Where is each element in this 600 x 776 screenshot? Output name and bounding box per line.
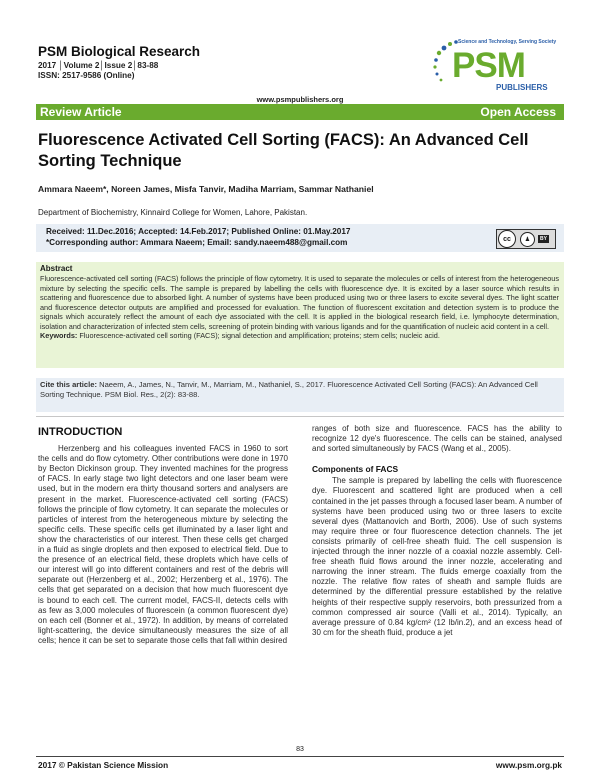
- keywords: Fluorescence-activated cell sorting (FACS); signal detection and amplification; proteins; stem cells; nucleic acid.: [77, 331, 440, 341]
- right-column: [312, 424, 562, 638]
- issn: ISSN: 2517-9586 (Online): [38, 71, 135, 80]
- cite-box: [36, 378, 564, 412]
- intro-heading: INTRODUCTION: [38, 426, 123, 438]
- abstract-box: [36, 262, 564, 368]
- website: www.psmpublishers.org: [256, 95, 344, 104]
- volume-line: 2017 │Volume 2│Issue 2│83-88: [38, 61, 159, 70]
- review-article-label: Review Article: [40, 105, 122, 119]
- dates-box: [36, 224, 564, 252]
- abstract-body: Fluorescence-activated cell sorting (FACS) follows the principle of flow cytometry. It is used to separate the molecules or cells of interest from the heterogeneous mixture by selecting the specific cells. The sample is prepared by labelling the cells with fluorescence dye. It is excited by a laser source which results in scattering and fluorescence due to absorbed light. A number of systems have been produced using two or three lasers to excite several dyes. The light scatter and fluorescence detector outputs are amplified and processed for evaluation. The function of fluorescent excitation and detection system is to produce the signals which accurately reflect the amount of each dye associated with the cell. It is applied in the biological research field, i.e. lymphocyte determination, isolation and characterization of infected stem cells, screening of protein binding with various ligands and for the quantification of nucleic acid content in a cell.: [40, 274, 559, 331]
- open-access-label: Open Access: [480, 105, 556, 119]
- by-label: BY: [540, 236, 547, 242]
- affiliation: Department of Biochemistry, Kinnaird College for Women, Lahore, Pakistan.: [38, 208, 308, 217]
- components-heading: Components of FACS: [312, 464, 399, 475]
- cc-icon: cc: [498, 230, 516, 248]
- logo-name: PSM: [452, 46, 525, 85]
- cite-body: Naeem, A., James, N., Tanvir, M., Marriam, M., Nathaniel, S., 2017. Fluorescence Activated Cell Sorting (FACS): An Advanced Cell Sorting Technique. PSM Biol. Res., 2(2): 83-88.: [40, 380, 538, 400]
- corresponding-author: *Corresponding author: Ammara Naeem; Email: sandy.naeem488@gmail.com: [46, 238, 348, 247]
- authors: Ammara Naeem*, Noreen James, Misfa Tanvir, Madiha Marriam, Sammar Nathaniel: [38, 184, 374, 194]
- abstract-heading: Abstract: [40, 264, 73, 273]
- right-top-paragraph: ranges of both size and fluorescence. FACS has the ability to recognize 12 dye's fluorescence. The cells can be stained, analysed and sorted simultaneously by FACS (Wang et al., 2005).: [312, 424, 562, 454]
- logo-sub: PUBLISHERS: [496, 83, 548, 92]
- footer-website[interactable]: www.psm.org.pk: [495, 760, 562, 770]
- divider: [36, 416, 564, 417]
- abstract-text: [40, 274, 559, 341]
- left-column: [38, 424, 288, 646]
- logo-tagline: Science and Technology, Serving Society: [458, 39, 557, 45]
- paper-title: Fluorescence Activated Cell Sorting (FACS): An Advanced Cell Sorting Technique: [38, 131, 529, 170]
- dates-line: Received: 11.Dec.2016; Accepted: 14.Feb.2017; Published Online: 01.May.2017: [46, 227, 351, 236]
- article-type-band: [36, 104, 564, 120]
- person-icon: ♟: [520, 232, 535, 247]
- psm-logo: [430, 38, 565, 100]
- page-number: 83: [296, 746, 304, 753]
- keywords-label: Keywords:: [40, 331, 78, 341]
- intro-paragraph: Herzenberg and his colleagues invented FACS in 1960 to sort the cells and do flow cytometry. Other contributions were done in 1970 by Becton Dickinson group. They invented machines for the progress of FACS. In early stage two light detectors and one laser beam were used, but in the modern era thirty thousand sorters and analysers are present in the market. Fluorescence-activated cell sorting (FACS) follows the principle of flow cytometry. It can separate the molecules or particles of interest from the heterogeneous mixture by selecting the specific cells. These specific cells get illuminated by a laser light and show the characteristics of our interest. Then these cells get charged in a fluid as single droplets and then exposed to electrical field. Due to the presence of an electrical field, these droplets which have cells of our interest will go into different containers and rest of the debris will separate out (Herzenberg et al., 2002; Herzenberg et al., 1976). The cells that get separated on a decision that how much fluorescent dye is bound to each cell. The current model, FACS-II, detects cells with as few as 3,000 molecules of fluorescein (a common fluorescent dye) on each cell (Bonner et al., 1972). In addition, by means of correlated light-scattering, the device simultaneously measures the size of all cells; hence it can be set to separate those cells that fall within desired: [38, 444, 288, 645]
- cite-label: Cite this article:: [40, 380, 97, 389]
- journal-title: PSM Biological Research: [38, 44, 201, 59]
- cc-license-badge[interactable]: [496, 229, 556, 249]
- footer-rule: [36, 756, 564, 757]
- components-paragraph: The sample is prepared by labelling the cells with fluorescence dye. Fluorescent and scattered light are produced when a cell contained in the jet passes through a focused laser beam. A number of systems have been produced using two or three lasers to excite several dyes (Mattanovich and Borth, 2006). Use of such systems may require three or four fluorescence detection channels. The jet consists primarily of cell-free sheath fluid. The cell suspension is injected through the inner nozzle of a coaxial nozzle assembly. Cell-free sheath fluid flows around the inner nozzle, accelerating and narrowing the inner stream. The fluids emerge coaxially from the nozzle. The relative flow rates of sheath and sample fluids are determined by the differential pressure established by the relative heights of their respective supply reservoirs, both pressurized from a common compressed air source (Valli et al., 2014). Typically, an average pressure of 0.84 kg/cm² (12 lb/in.2), and an excess head of 30 cm for the sheath fluid, produce a jet: [312, 476, 562, 637]
- cite-text: [40, 380, 560, 400]
- footer-copyright: 2017 © Pakistan Science Mission: [38, 760, 169, 770]
